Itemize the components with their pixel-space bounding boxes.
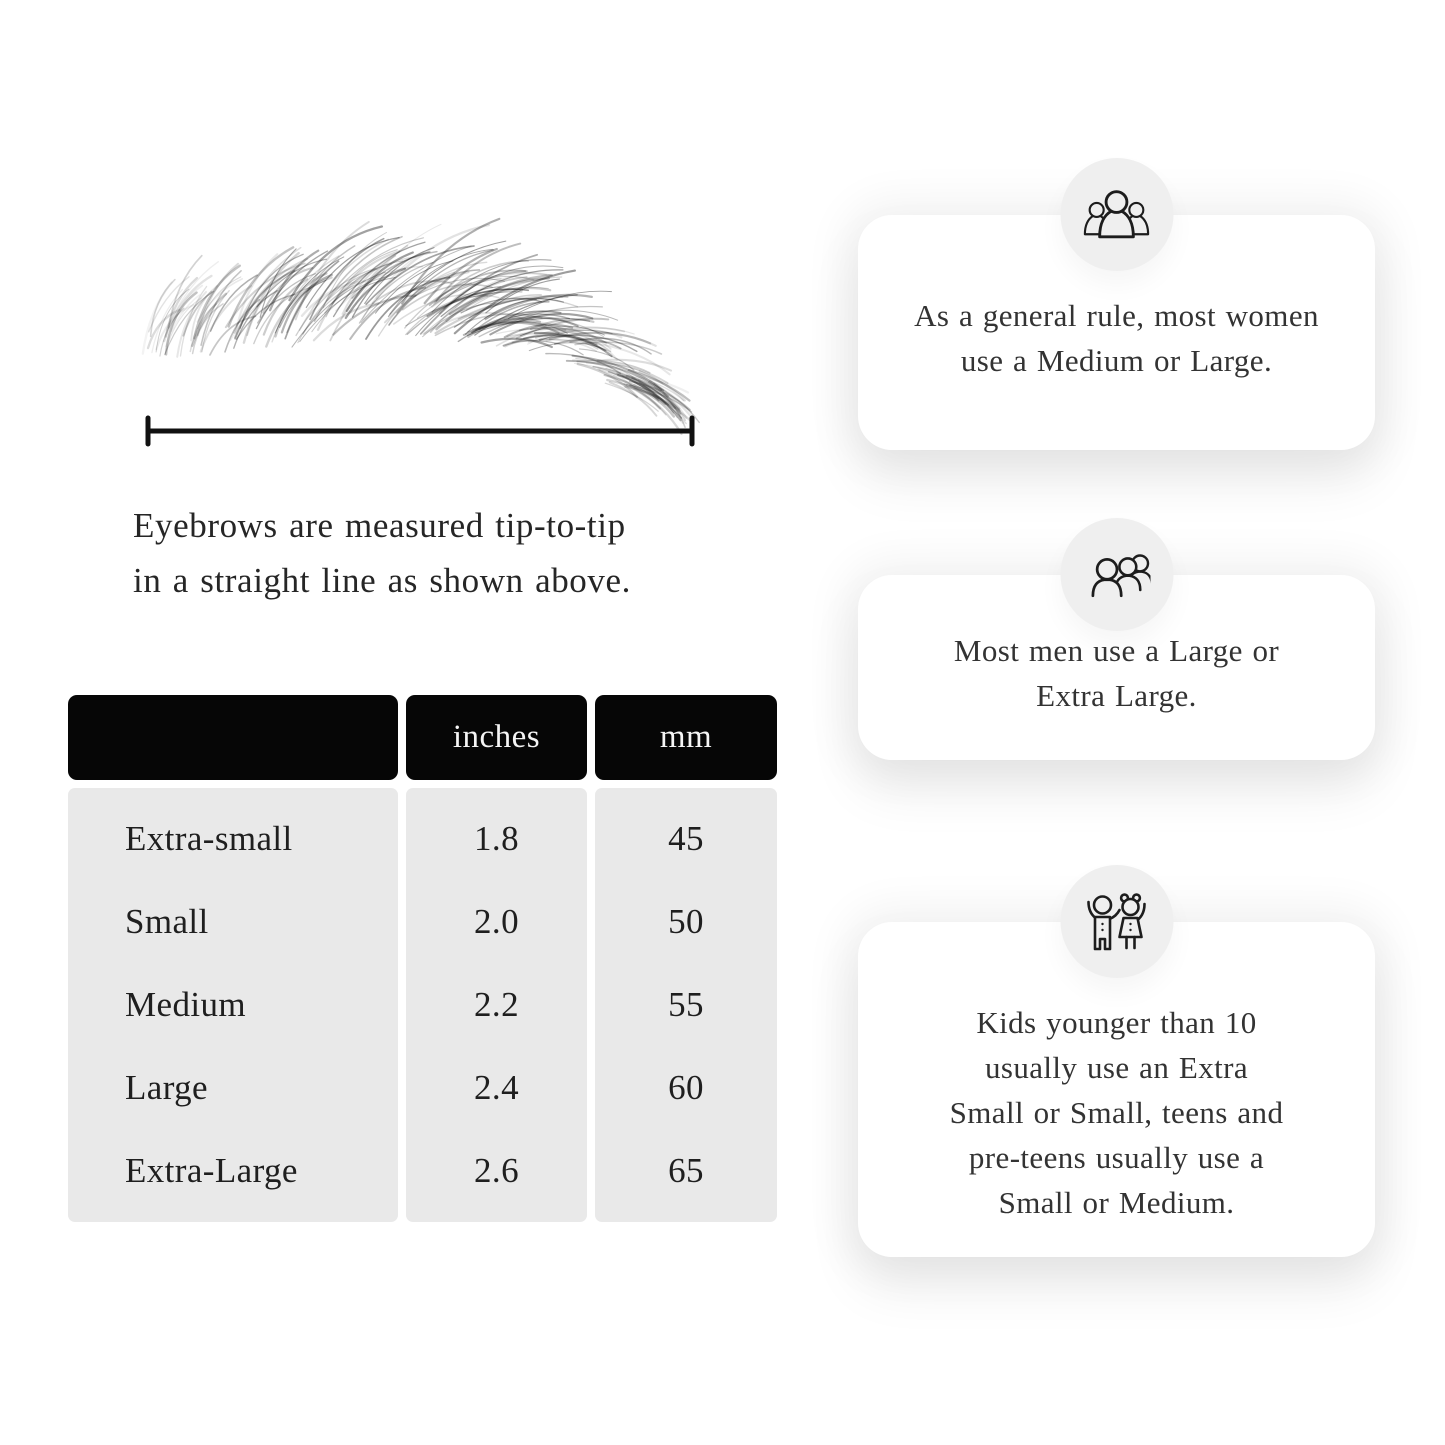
men-card-text [858, 575, 1375, 760]
size-table-label-column [68, 788, 398, 1222]
size-table-header-mm: mm [595, 695, 777, 780]
size-table-header [68, 695, 777, 780]
inches-value: 1.8 [474, 819, 519, 859]
size-table-inches-column [406, 788, 587, 1222]
mm-value: 55 [668, 984, 704, 1024]
inches-value: 2.4 [474, 1067, 519, 1107]
mm-value: 45 [668, 819, 704, 859]
size-table-mm-column [595, 788, 777, 1222]
size-table-header-inches: inches [406, 695, 587, 780]
size-label: Extra-Large [125, 1150, 298, 1190]
card-text-line: As a general rule, most women [914, 297, 1319, 333]
info-card-kids [858, 922, 1375, 1257]
inches-value: 2.0 [474, 902, 519, 942]
women-card-text [858, 215, 1375, 450]
inches-value: 2.6 [474, 1150, 519, 1190]
inches-value: 2.2 [474, 984, 519, 1024]
size-label: Large [125, 1067, 208, 1107]
card-text-line: Small or Medium. [998, 1185, 1235, 1220]
card-text-line: usually use an Extra [984, 1050, 1248, 1085]
mm-value: 60 [668, 1067, 704, 1107]
size-label: Medium [125, 984, 247, 1024]
size-label: Extra-small [125, 819, 293, 859]
card-text-line: Small or Small, teens and [949, 1095, 1284, 1130]
measurement-caption [133, 498, 773, 608]
eyebrow-illustration [143, 219, 699, 434]
measurement-line [148, 418, 692, 444]
mm-value: 50 [668, 902, 704, 942]
info-card-women [858, 215, 1375, 450]
card-text-line: Most men use a Large or [953, 632, 1280, 668]
caption-line-1: Eyebrows are measured tip-to-tip [133, 506, 626, 545]
card-text-line: Extra Large. [1036, 677, 1197, 713]
card-text-line: use a Medium or Large. [960, 342, 1273, 378]
kids-card-text [858, 922, 1375, 1257]
info-card-men [858, 575, 1375, 760]
caption-line-2: in a straight line as shown above. [133, 561, 631, 600]
card-text-line: pre-teens usually use a [968, 1140, 1265, 1175]
size-table-body [68, 788, 777, 1222]
mm-value: 65 [668, 1150, 704, 1190]
size-table [68, 695, 777, 1222]
size-label: Small [125, 902, 209, 942]
card-text-line: Kids younger than 10 [976, 1005, 1257, 1040]
size-table-header-blank [68, 695, 398, 780]
